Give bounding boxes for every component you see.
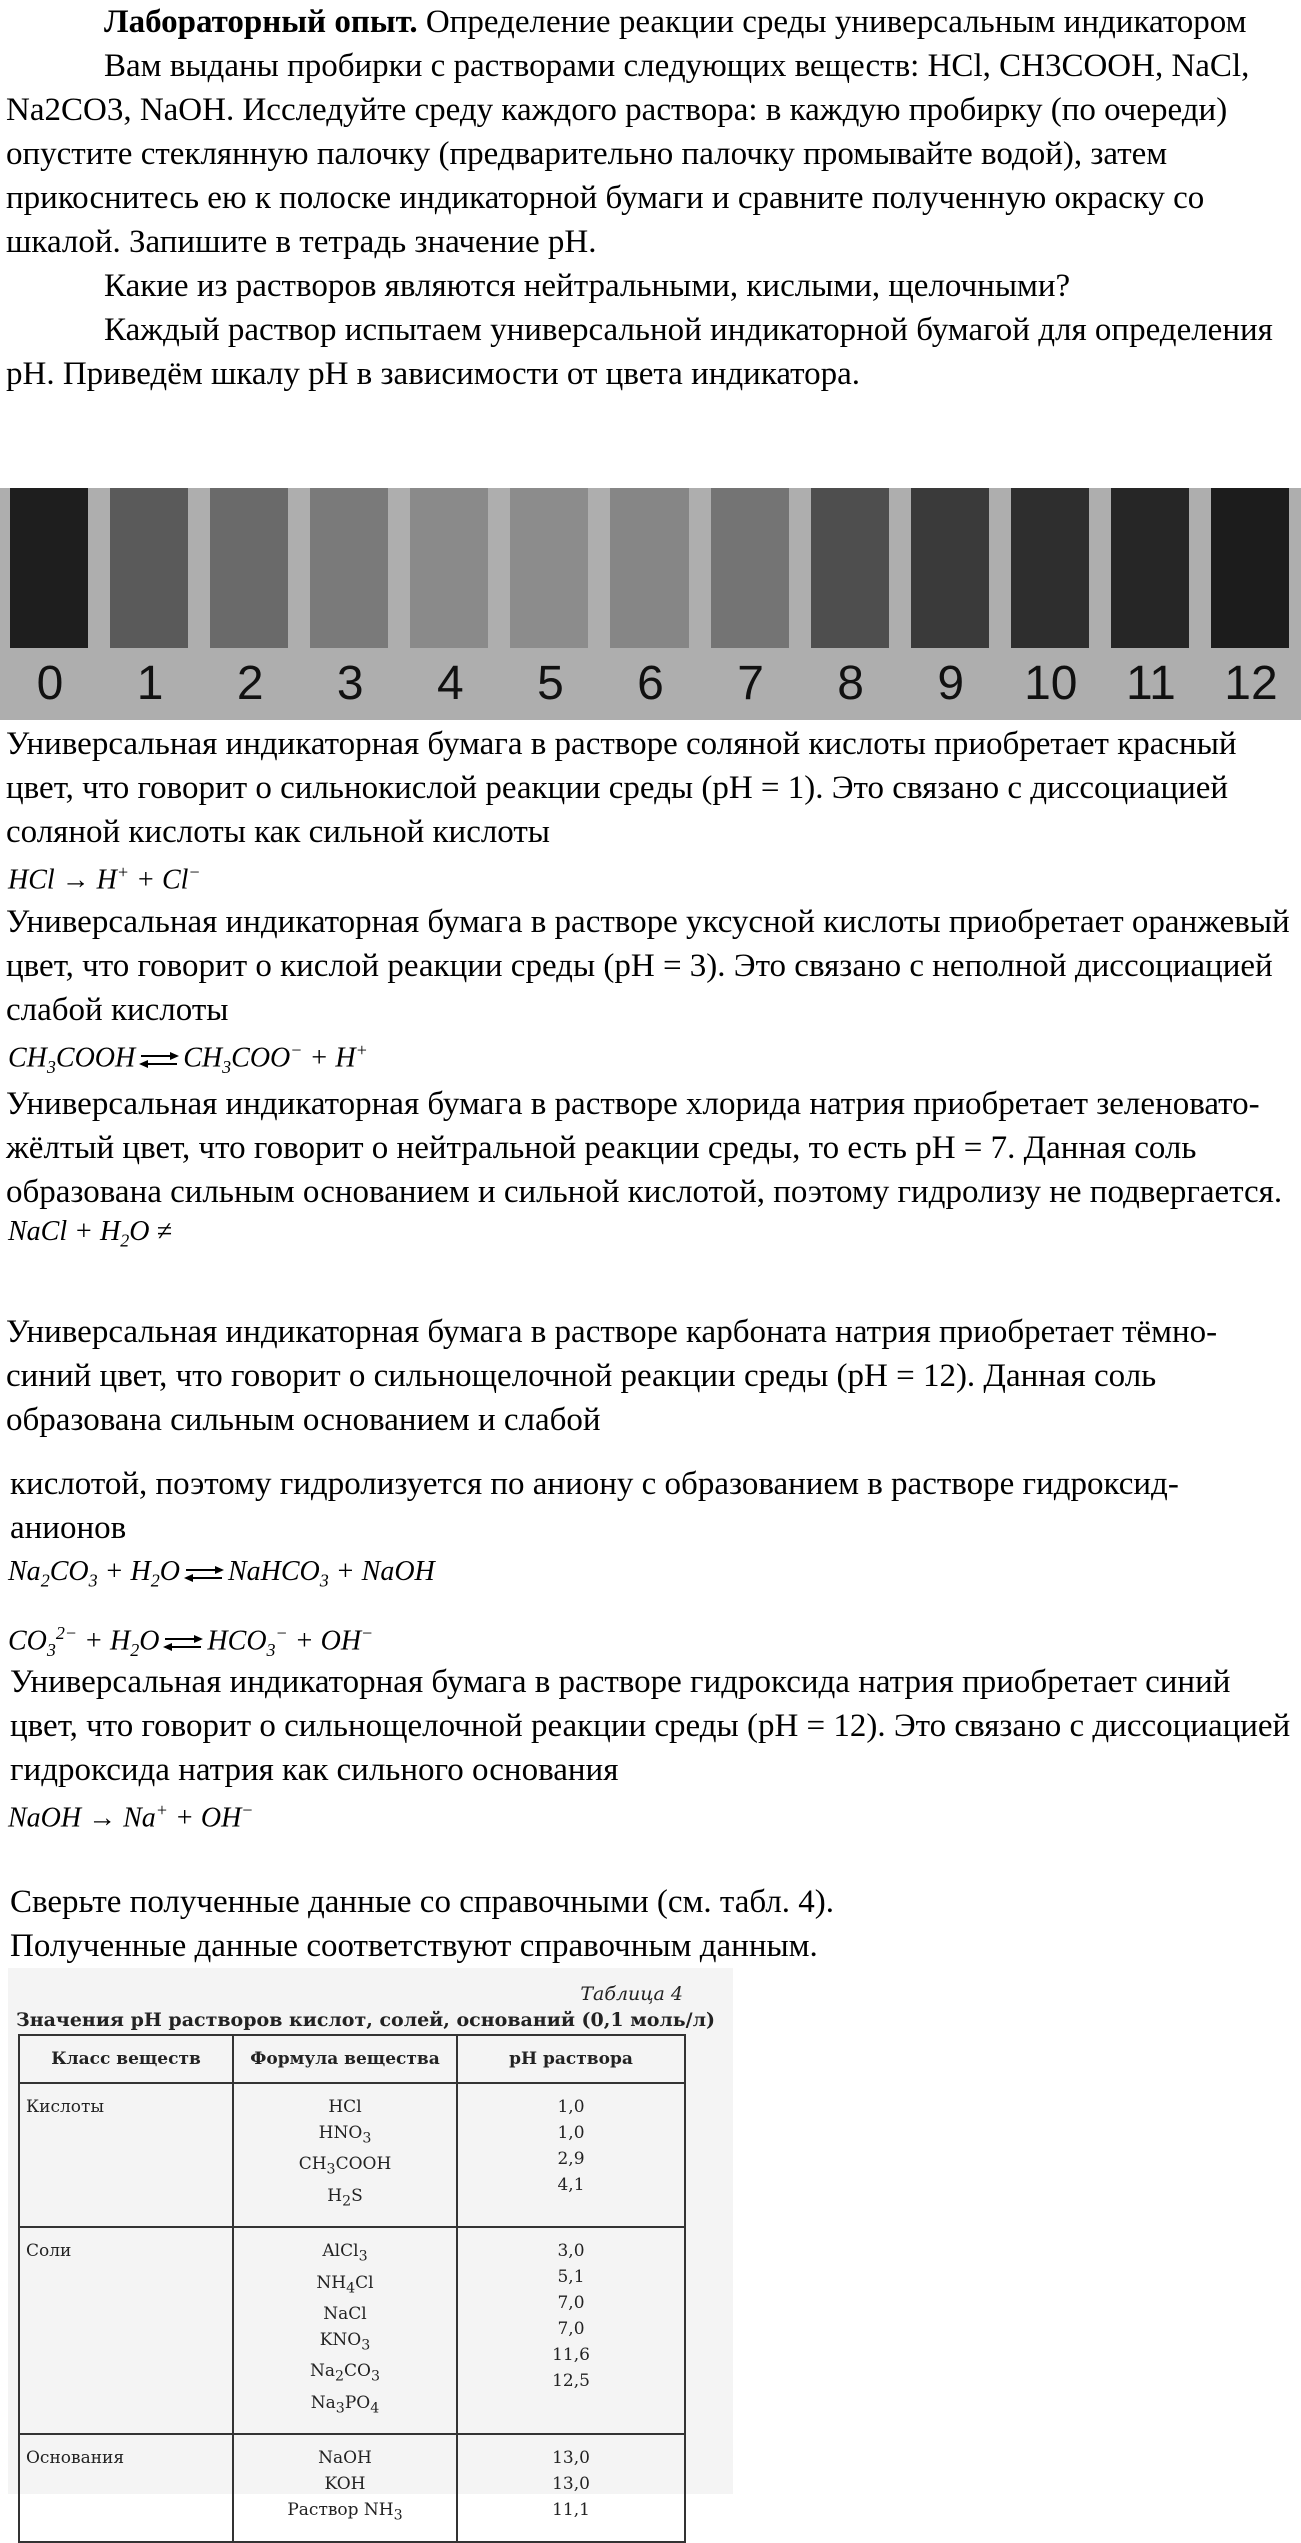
ph-color-strip-4 (410, 488, 488, 648)
table-caption: Таблица 4 (580, 1983, 683, 2005)
ph-color-strip-0 (10, 488, 88, 648)
table-row (19, 2227, 685, 2434)
table-row (19, 2083, 685, 2227)
ph-color-strip-12 (1211, 488, 1289, 648)
intro-section (0, 0, 1301, 396)
ph-scale-image (0, 488, 1301, 720)
ph-color-strip-1 (110, 488, 188, 648)
nacl-equation: NaCl + $H_2O$ ≠ (8, 1216, 172, 1251)
ph-label-10: 10 (1024, 657, 1078, 710)
section-na2co3-cont (0, 1462, 1301, 1668)
table-cell-ph: 1,0 1,0 2,9 4,1 (457, 2083, 685, 2227)
section-naoh (0, 1660, 1301, 1836)
ph-color-strip-9 (911, 488, 989, 648)
ph-color-strip-3 (310, 488, 388, 648)
naoh-text: Универсальная индикаторная бумага в растворе гидроксида натрия приобретает синий цвет, что говорит о сильнощелочной реакции среды (pH = 12). Это связано с диссоциацией гидроксида натрия как сильного основания (10, 1664, 1291, 1788)
intro-paragraph-2: Какие из растворов являются нейтральными, кислыми, щелочными? (104, 268, 1071, 304)
table-cell-class: Соли (19, 2227, 233, 2434)
section-acetic (0, 900, 1301, 1085)
hcl-text: Универсальная индикаторная бумага в растворе соляной кислоты приобретает красный цвет, что говорит о сильнокислой реакции среды (pH = 1). Это связано с диссоциацией соляной кислоты как сильной кислоты (6, 726, 1237, 850)
nacl-text: Универсальная индикаторная бумага в растворе хлорида натрия приобретает зеленовато-жёлтый цвет, что говорит о нейтральной реакции среды, то есть pH = 7. Данная соль образована сильным основанием и сильной кислотой, поэтому гидролизу не подвергается. (6, 1086, 1283, 1210)
hcl-equation: HCl → H+ + Cl− (8, 862, 201, 896)
ph-label-5: 5 (537, 657, 564, 710)
na2co3-text-1: Универсальная индикаторная бумага в растворе карбоната натрия приобретает тёмно-синий цвет, что говорит о сильнощелочной реакции среды (pH = 12). Данная соль образована сильным основанием и слабой (6, 1314, 1218, 1438)
ph-color-strip-7 (711, 488, 789, 648)
acetic-text: Универсальная индикаторная бумага в растворе уксусной кислоты приобретает оранжевый цвет, что говорит о кислой реакции среды (pH = 3). Это связано с неполной диссоциацией слабой кислоты (6, 904, 1290, 1028)
ph-label-2: 2 (236, 657, 264, 710)
section-hcl (0, 722, 1301, 898)
na2co3-text-2: кислотой, поэтому гидролизуется по аниону с образованием в растворе гидроксид-анионов (10, 1466, 1179, 1546)
table-header-class: Класс веществ (19, 2035, 233, 2083)
na2co3-equation-2: $CO_3^{2-} + H_2O$ $HCO_3^- + OH^-$ (8, 1622, 374, 1660)
section-na2co3 (0, 1310, 1301, 1442)
intro-paragraph-1: Вам выданы пробирки с растворами следующих веществ: HCl, CH3COOH, NaCl, Na2CO3, NaOH. Исследуйте среду каждого раствора: в каждую пробирку (по очереди) опустите стеклянную палочку (предварительно палочку промывайте водой), затем прикоснитесь ею к полоске индикаторной бумаги и сравните полученную окраску со шкалой. Запишите в тетрадь значение pH. (6, 48, 1250, 260)
ph-color-strip-6 (610, 488, 688, 648)
check-line-2: Полученные данные соответствуют справочным данным. (10, 1928, 818, 1964)
ph-table (18, 2034, 686, 2543)
ph-color-strip-2 (210, 488, 288, 648)
ph-color-strip-11 (1111, 488, 1189, 648)
table-cell-formulas: NaOH KOH Раствор $NH_3$ (233, 2434, 457, 2541)
table-header-formula: Формула вещества (233, 2035, 457, 2083)
ph-label-1: 1 (136, 657, 164, 710)
reference-table-image (8, 1968, 733, 2524)
ph-color-strip-5 (510, 488, 588, 648)
ph-label-12: 12 (1224, 657, 1278, 710)
section-check (0, 1880, 1301, 1968)
acetic-equation: $CH_3COOH$ $CH_3COO^- + H^+$ (8, 1040, 368, 1077)
ph-label-0: 0 (36, 657, 64, 710)
check-line-1: Сверьте полученные данные со справочными (см. табл. 4). (10, 1884, 835, 1920)
ph-label-3: 3 (336, 657, 364, 710)
na2co3-equation-1: $Na_2CO_3 + H_2O$ NaHCO$_3$ + NaOH (8, 1556, 435, 1591)
ph-label-4: 4 (436, 657, 464, 710)
naoh-equation: NaOH → Na+ + OH− (8, 1800, 254, 1834)
section-nacl (0, 1082, 1301, 1259)
ph-label-6: 6 (637, 657, 664, 710)
table-cell-formulas: HCl $HNO_3$ $CH_3COOH$ $H_2S$ (233, 2083, 457, 2227)
ph-label-11: 11 (1125, 657, 1176, 710)
ph-label-8: 8 (837, 657, 864, 710)
table-row (19, 2434, 685, 2541)
ph-color-strip-8 (811, 488, 889, 648)
intro-paragraph-3: Каждый раствор испытаем универсальной индикаторной бумагой для определения pH. Приведём шкалу pH в зависимости от цвета индикатора. (6, 312, 1273, 392)
ph-label-9: 9 (937, 657, 965, 710)
table-cell-class: Основания (19, 2434, 233, 2541)
ph-label-7: 7 (737, 657, 764, 710)
ph-color-strip-10 (1011, 488, 1089, 648)
table-cell-ph: 3,0 5,1 7,0 7,0 11,6 12,5 (457, 2227, 685, 2434)
table-cell-class: Кислоты (19, 2083, 233, 2227)
table-cell-ph: 13,0 13,0 11,1 (457, 2434, 685, 2541)
lab-title: Лабораторный опыт. Определение реакции среды универсальным индикатором (104, 4, 1247, 40)
table-cell-formulas: AlCl$_3$ $NH_4Cl$ NaCl $KNO_3$ $Na_2CO_3$ $Na_3PO_4$ (233, 2227, 457, 2434)
table-header-ph: pH раствора (457, 2035, 685, 2083)
table-title: Значения pH растворов кислот, солей, оснований (0,1 моль/л) (16, 2009, 716, 2031)
